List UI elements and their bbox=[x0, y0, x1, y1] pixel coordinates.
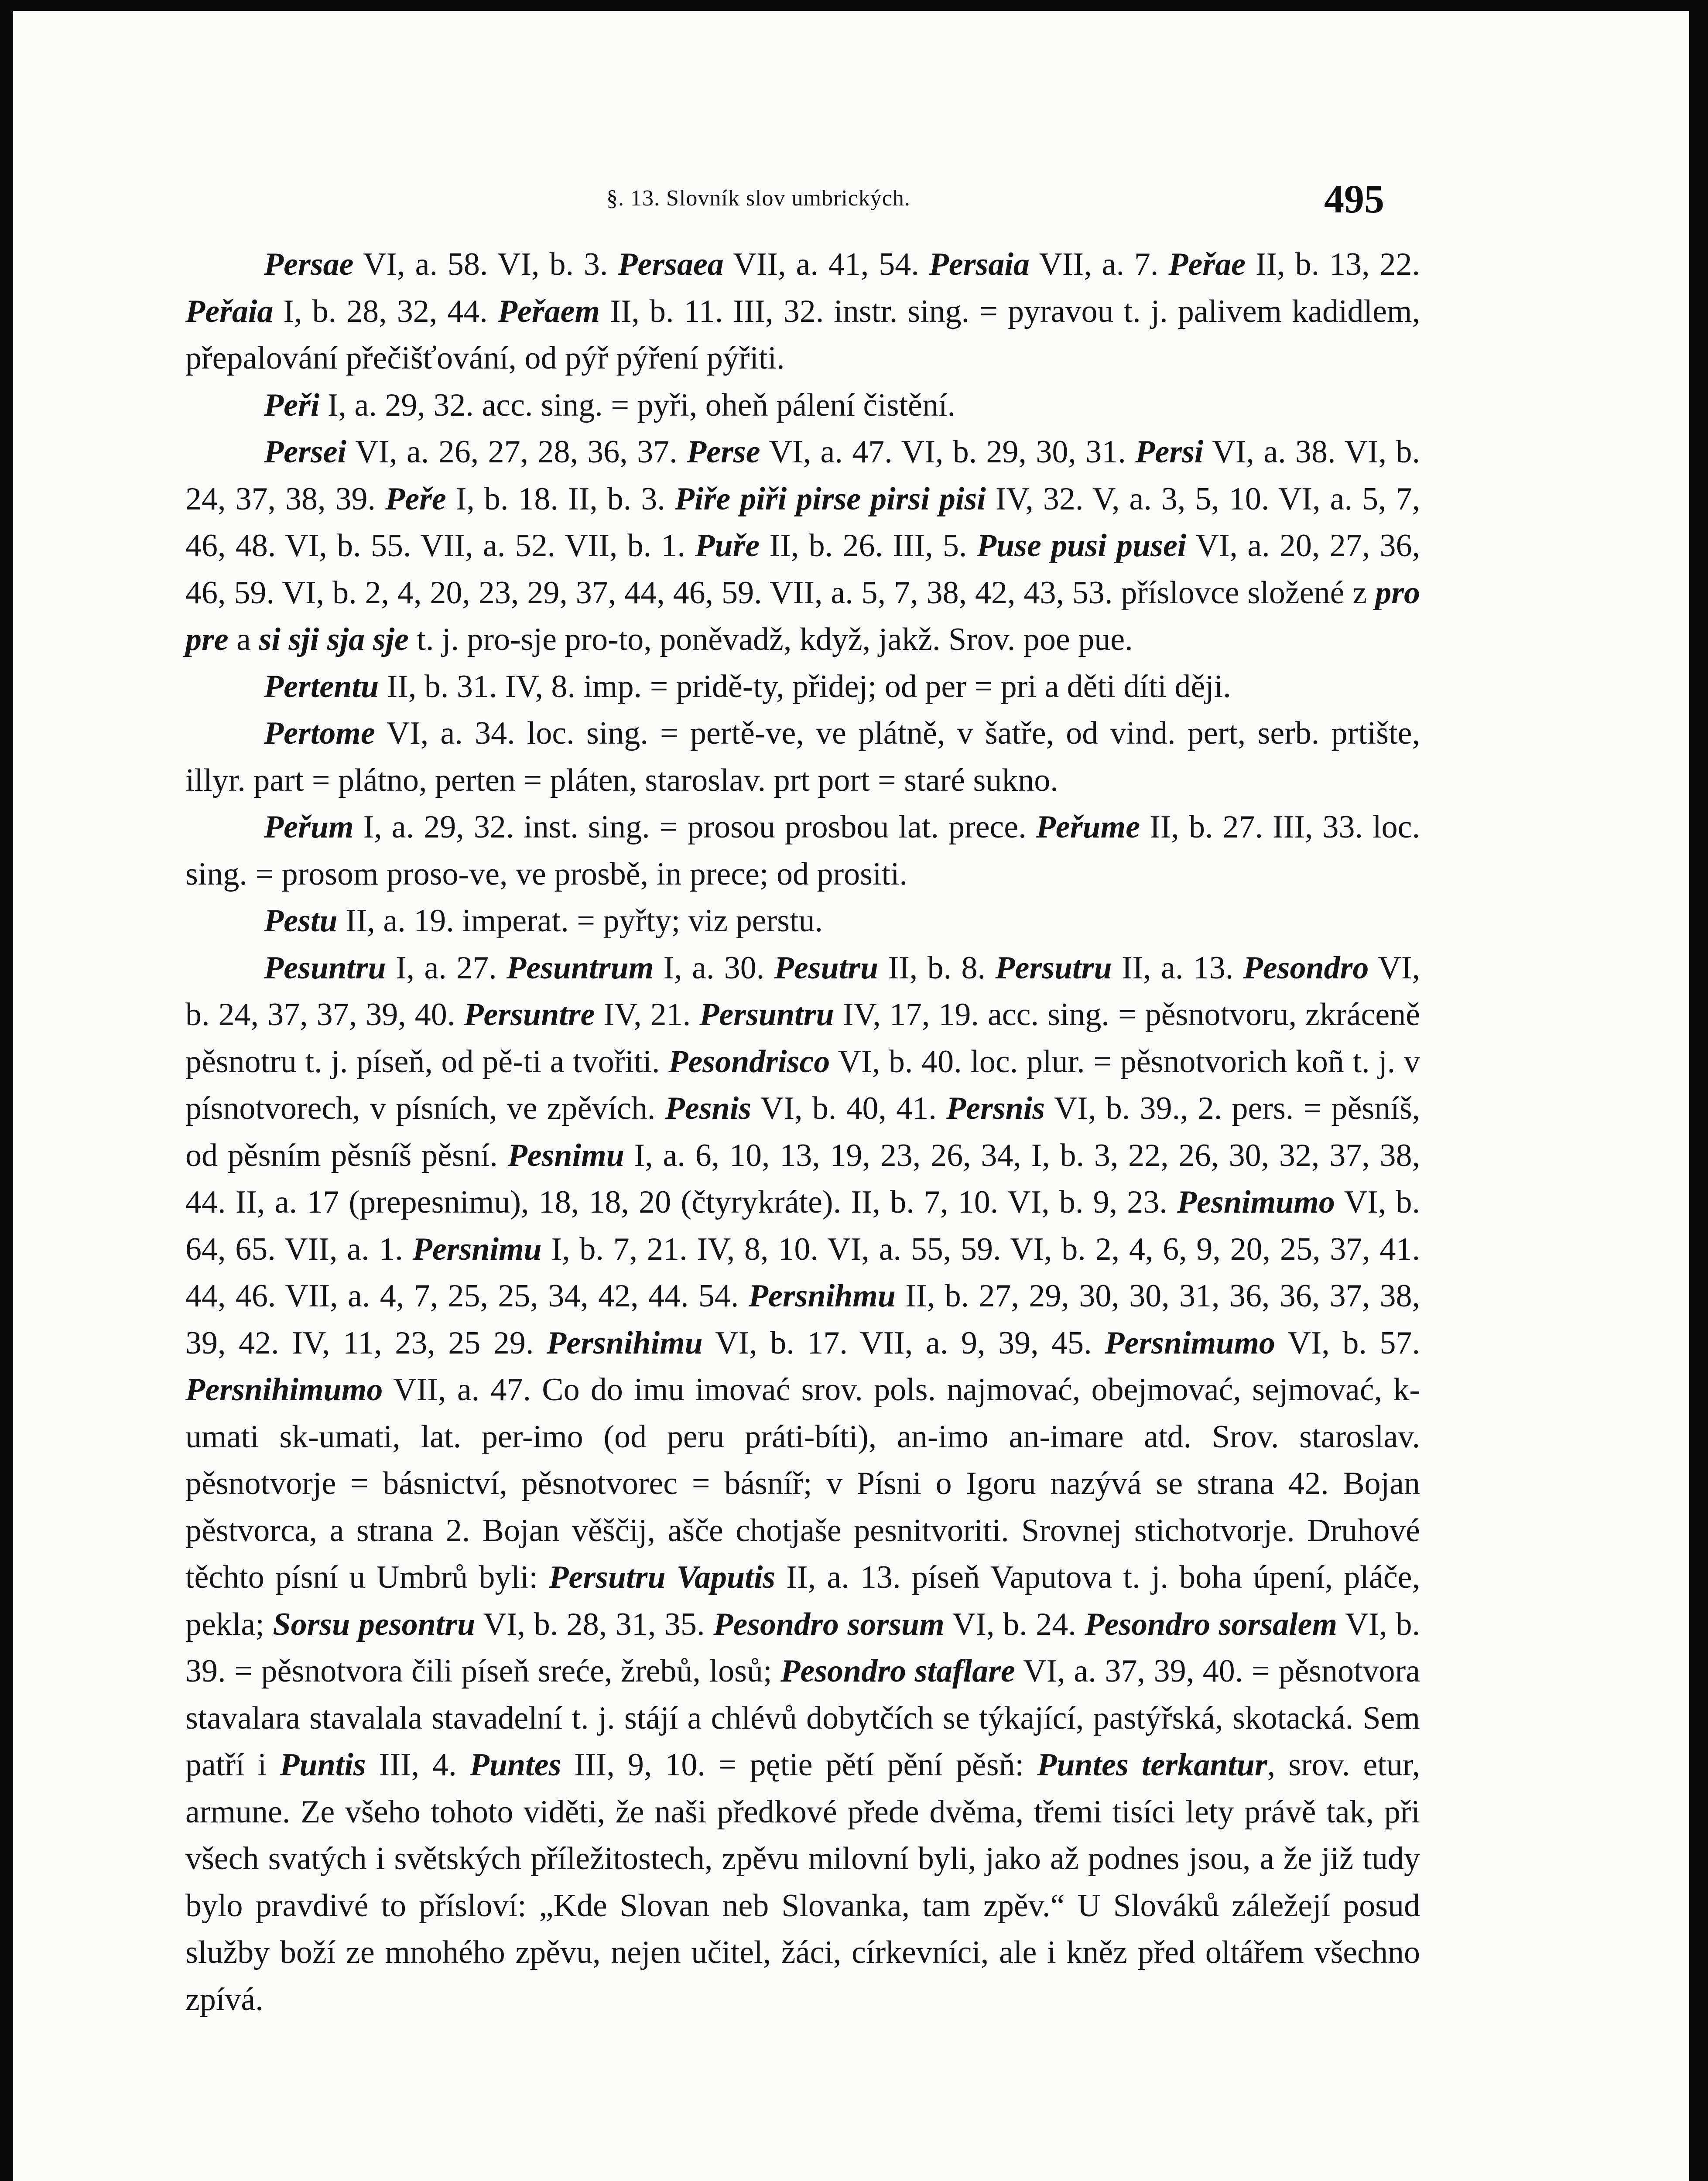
dictionary-entry-perum: Peřum I, a. 29, 32. inst. sing. = prosou prosbou lat. prece. Peřume II, b. 27. III, 33. loc. sing. = prosom proso-ve, ve prosbě, in prece; od prositi. bbox=[185, 809, 1420, 892]
dictionary-text bbox=[185, 241, 1420, 2023]
dictionary-entry-pertentu: Pertentu II, b. 31. IV, 8. imp. = pridě-ty, přidej; od per = pri a děti díti ději. bbox=[264, 668, 1231, 704]
dictionary-entry-pestu: Pestu II, a. 19. imperat. = pyřty; viz perstu. bbox=[264, 903, 823, 939]
dictionary-entry-peri: Peři I, a. 29, 32. acc. sing. = pyři, oheň pálení čistění. bbox=[264, 387, 956, 423]
dictionary-entry-pesuntru: Pesuntru I, a. 27. Pesuntrum I, a. 30. Pesutru II, b. 8. Persutru II, a. 13. Pesondro VI, b. 24, 37, 37, 39, 40. Persuntre IV, 21. Persuntru IV, 17, 19. acc. sing. = pěsnotvoru, zkráceně pěsnotru t. j. píseň, od pě-ti a tvořiti. Pesondrisco VI, b. 40. loc. plur. = pěsnotvorich koñ t. j. v písnotvorech, v písních, ve zpěvích. Pesnis VI, b. 40, 41. Persnis VI, b. 39., 2. pers. = pěsníš, od pěsním pěsníš pěsní. Pesnimu I, a. 6, 10, 13, 19, 23, 26, 34, I, b. 3, 22, 26, 30, 32, 37, 38, 44. II, a. 17 (prepesnimu), 18, 18, 20 (čtyrykráte). II, b. 7, 10. VI, b. 9, 23. Pesnimumo VI, b. 64, 65. VII, a. 1. Persnimu I, b. 7, 21. IV, 8, 10. VI, a. 55, 59. VI, b. 2, 4, 6, 9, 20, 25, 37, 41. 44, 46. VII, a. 4, 7, 25, 25, 34, 42, 44. 54. Persnihmu II, b. 27, 29, 30, 30, 31, 36, 36, 37, 38, 39, 42. IV, 11, 23, 25 29. Persnihimu VI, b. 17. VII, a. 9, 39, 45. Persnimumo VI, b. 57. Persnihimumo VII, a. 47. Co do imu imovać srov. pols. najmovać, obejmovać, sejmovać, k-umati sk-umati, lat. per-imo (od peru práti-bíti), an-imo an-imare atd. Srov. staroslav. pěsnotvorje = básnictví, pěsnotvorec = básníř; v Písni o Igoru nazývá se strana 42. Bojan pěstvorca, a strana 2. Bojan věščij, ašče chotjaše pesnitvoriti. Srovnej stichotvorje. Druhové těchto písní u Umbrů byli: Persutru Vaputis II, a. 13. píseň Vaputova t. j. boha úpení, pláče, pekla; Sorsu pesontru VI, b. 28, 31, 35. Pesondro sorsum VI, b. 24. Pesondro sorsalem VI, b. 39. = pěsnotvora čili píseň sreće, žrebů, losů; Pesondro staflare VI, a. 37, 39, 40. = pěsnotvora stavalara stavalala stavadelní t. j. stájí a chlévů dobytčích se týkající, pastýřská, skotacká. Sem patří i Puntis III, 4. Puntes III, 9, 10. = pętie pětí pění pěsň: Puntes terkantur, srov. etur, armune. Ze všeho tohoto viděti, že naši předkové přede dvěma, třemi tisíci lety právě tak, při všech svatých i světských příležitostech, zpěvu milovní byli, jako až podnes jsou, a že již tudy bylo pravdivé to přísloví: „Kde Slovan neb Slovanka, tam zpěv.“ U Slováků záležejí posud služby boží ze mnohého zpěvu, nejen učitel, žáci, církevníci, ale i kněz před oltářem všechno zpívá. bbox=[185, 950, 1420, 2017]
page-header bbox=[13, 176, 1689, 228]
dictionary-entry-persei: Persei VI, a. 26, 27, 28, 36, 37. Perse VI, a. 47. VI, b. 29, 30, 31. Persi VI, a. 38. VI, b. 24, 37, 38, 39. Peře I, b. 18. II, b. 3. Piře piři pirse pirsi pisi IV, 32. V, a. 3, 5, 10. VI, a. 5, 7, 46, 48. VI, b. 55. VII, a. 52. VII, b. 1. Puře II, b. 26. III, 5. Puse pusi pusei VI, a. 20, 27, 36, 46, 59. VI, b. 2, 4, 20, 23, 29, 37, 44, 46, 59. VII, a. 5, 7, 38, 42, 43, 53. příslovce složené z pro pre a si sji sja sje t. j. pro-sje pro-to, poněvadž, když, jakž. Srov. poe pue. bbox=[185, 434, 1420, 657]
running-head: §. 13. Slovník slov umbrických. bbox=[606, 186, 910, 211]
dictionary-entry-pertome: Pertome VI, a. 34. loc. sing. = pertě-ve, ve plátně, v šatře, od vind. pert, serb. prtište, illyr. part = plátno, perten = pláten, staroslav. prt port = staré sukno. bbox=[185, 715, 1420, 798]
dictionary-entry-persae: Persae VI, a. 58. VI, b. 3. Persaea VII, a. 41, 54. Persaia VII, a. 7. Peřae II, b. 13, 22. Peřaia I, b. 28, 32, 44. Peřaem II, b. 11. III, 32. instr. sing. = pyravou t. j. palivem kadidlem, přepalování přečišťování, od pýř pýření pýřiti. bbox=[185, 246, 1420, 376]
book-page bbox=[13, 11, 1689, 2181]
page-number: 495 bbox=[1324, 177, 1384, 221]
